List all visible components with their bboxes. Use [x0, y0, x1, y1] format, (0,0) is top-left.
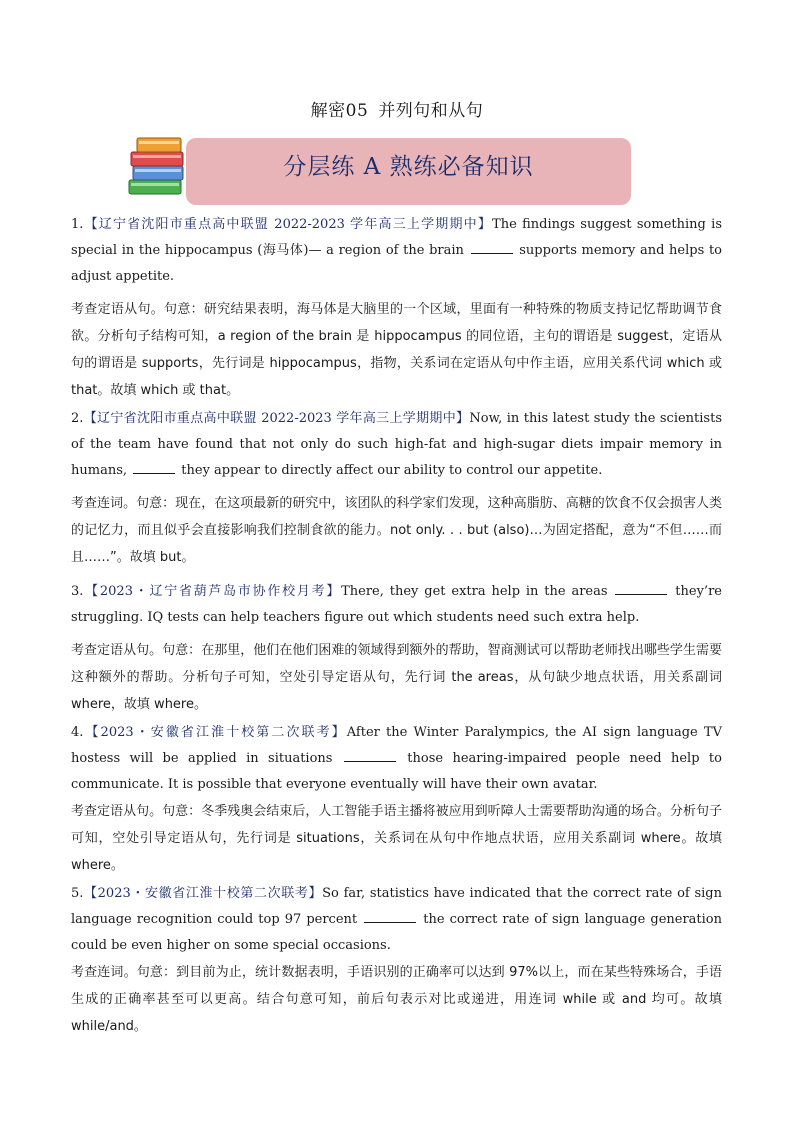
answer-blank [364, 909, 416, 923]
question-3 [71, 579, 722, 631]
title-text: 并列句和从句 [378, 101, 484, 121]
question-text-before: Now, in this latest study the scientists of the team have found that not only do such high-fat and high-sugar diets impair memory in humans, [71, 411, 722, 478]
answer-explanation: 考查连词。句意：到目前为止，统计数据表明，手语识别的正确率可以达到 97%以上，而在某些特殊场合，手语生成的正确率甚至可以更高。结合句意可知，前后句表示对比或递进，用连词 while 或 and 均可。故填 while/and。 [71, 965, 722, 1034]
question-text-before: The findings suggest something is special in the hippocampus (海马体)— a region of the brain [71, 217, 722, 258]
question-text-before: After the Winter Paralympics, the AI sign language TV hostess will be applied in situations [71, 725, 722, 766]
question-number: 2. [71, 411, 84, 426]
question-source: 【2023・辽宁省葫芦岛市协作校月考】 [83, 584, 342, 599]
question-text-after: they’re struggling. IQ tests can help teachers figure out which students need such extra help. [71, 584, 722, 625]
question-text-before: There, they get extra help in the areas [341, 584, 608, 599]
question-4 [71, 720, 722, 798]
answer-blank [615, 581, 667, 595]
answer-blank [133, 460, 175, 474]
question-source: 【辽宁省沈阳市重点高中联盟 2022-2023 学年高三上学期期中】 [83, 217, 493, 232]
answer-explanation: 考查定语从句。句意：冬季残奥会结束后，人工智能手语主播将被应用到听障人士需要帮助沟通的场合。分析句子可知，空处引导定语从句，先行词是 situations，关系词在从句中作地点状语，应用关系副词 where。故填 where。 [71, 804, 722, 873]
answer-blank [344, 748, 396, 762]
question-text-after: they appear to directly affect our ability to control our appetite. [181, 463, 603, 478]
banner-text: 分层练 A 熟练必备知识 [283, 154, 534, 180]
books-icon [125, 132, 191, 202]
section-banner [186, 138, 631, 205]
page-title [0, 96, 794, 121]
question-text-before: So far, statistics have indicated that the correct rate of sign language recognition could top 97 percent [71, 886, 722, 927]
question-number: 4. [71, 725, 84, 740]
answer-explanation: 考查连词。句意：现在，在这项最新的研究中，该团队的科学家们发现，这种高脂肪、高糖的饮食不仅会损害人类的记忆力，而且似乎会直接影响我们控制食欲的能力。not only. . . but (also)…为固定搭配，意为“不但……而且……”。故填 but。 [71, 496, 722, 565]
answer-explanation: 考查定语从句。句意：研究结果表明，海马体是大脑里的一个区域，里面有一种特殊的物质支持记忆帮助调节食欲。分析句子结构可知，a region of the brain 是 hippocampus 的同位语，主句的谓语是 suggest，定语从句的谓语是 supports，先行词是 hippocampus，指物，关系词在定语从句中作主语，应用关系代词 which 或 that。故填 which 或 that。 [71, 302, 722, 398]
question-source: 【辽宁省沈阳市重点高中联盟 2022-2023 学年高三上学期期中】 [83, 411, 470, 426]
question-1 [71, 212, 722, 290]
question-number: 1. [71, 217, 84, 232]
question-2 [71, 406, 722, 484]
title-number: 解密05 [310, 101, 369, 121]
question-text-after: the correct rate of sign language generation could be even higher on some special occasions. [71, 912, 722, 953]
question-source: 【2023・安徽省江淮十校第二次联考】 [83, 725, 347, 740]
question-text-after: those hearing-impaired people need help to communicate. It is possible that everyone eventually will have their own avatar. [71, 751, 722, 792]
answer-blank [471, 240, 513, 254]
question-source: 【2023・安徽省江淮十校第二次联考】 [83, 886, 323, 901]
question-5 [71, 881, 722, 959]
question-text-after: supports memory and helps to adjust appetite. [71, 243, 722, 284]
answer-explanation: 考查定语从句。句意：在那里，他们在他们困难的领域得到额外的帮助，智商测试可以帮助老师找出哪些学生需要这种额外的帮助。分析句子可知，空处引导定语从句，先行词 the areas，从句缺少地点状语，用关系副词 where，故填 where。 [71, 643, 722, 712]
question-number: 5. [71, 886, 84, 901]
question-number: 3. [71, 584, 84, 599]
question-list [71, 212, 722, 1042]
